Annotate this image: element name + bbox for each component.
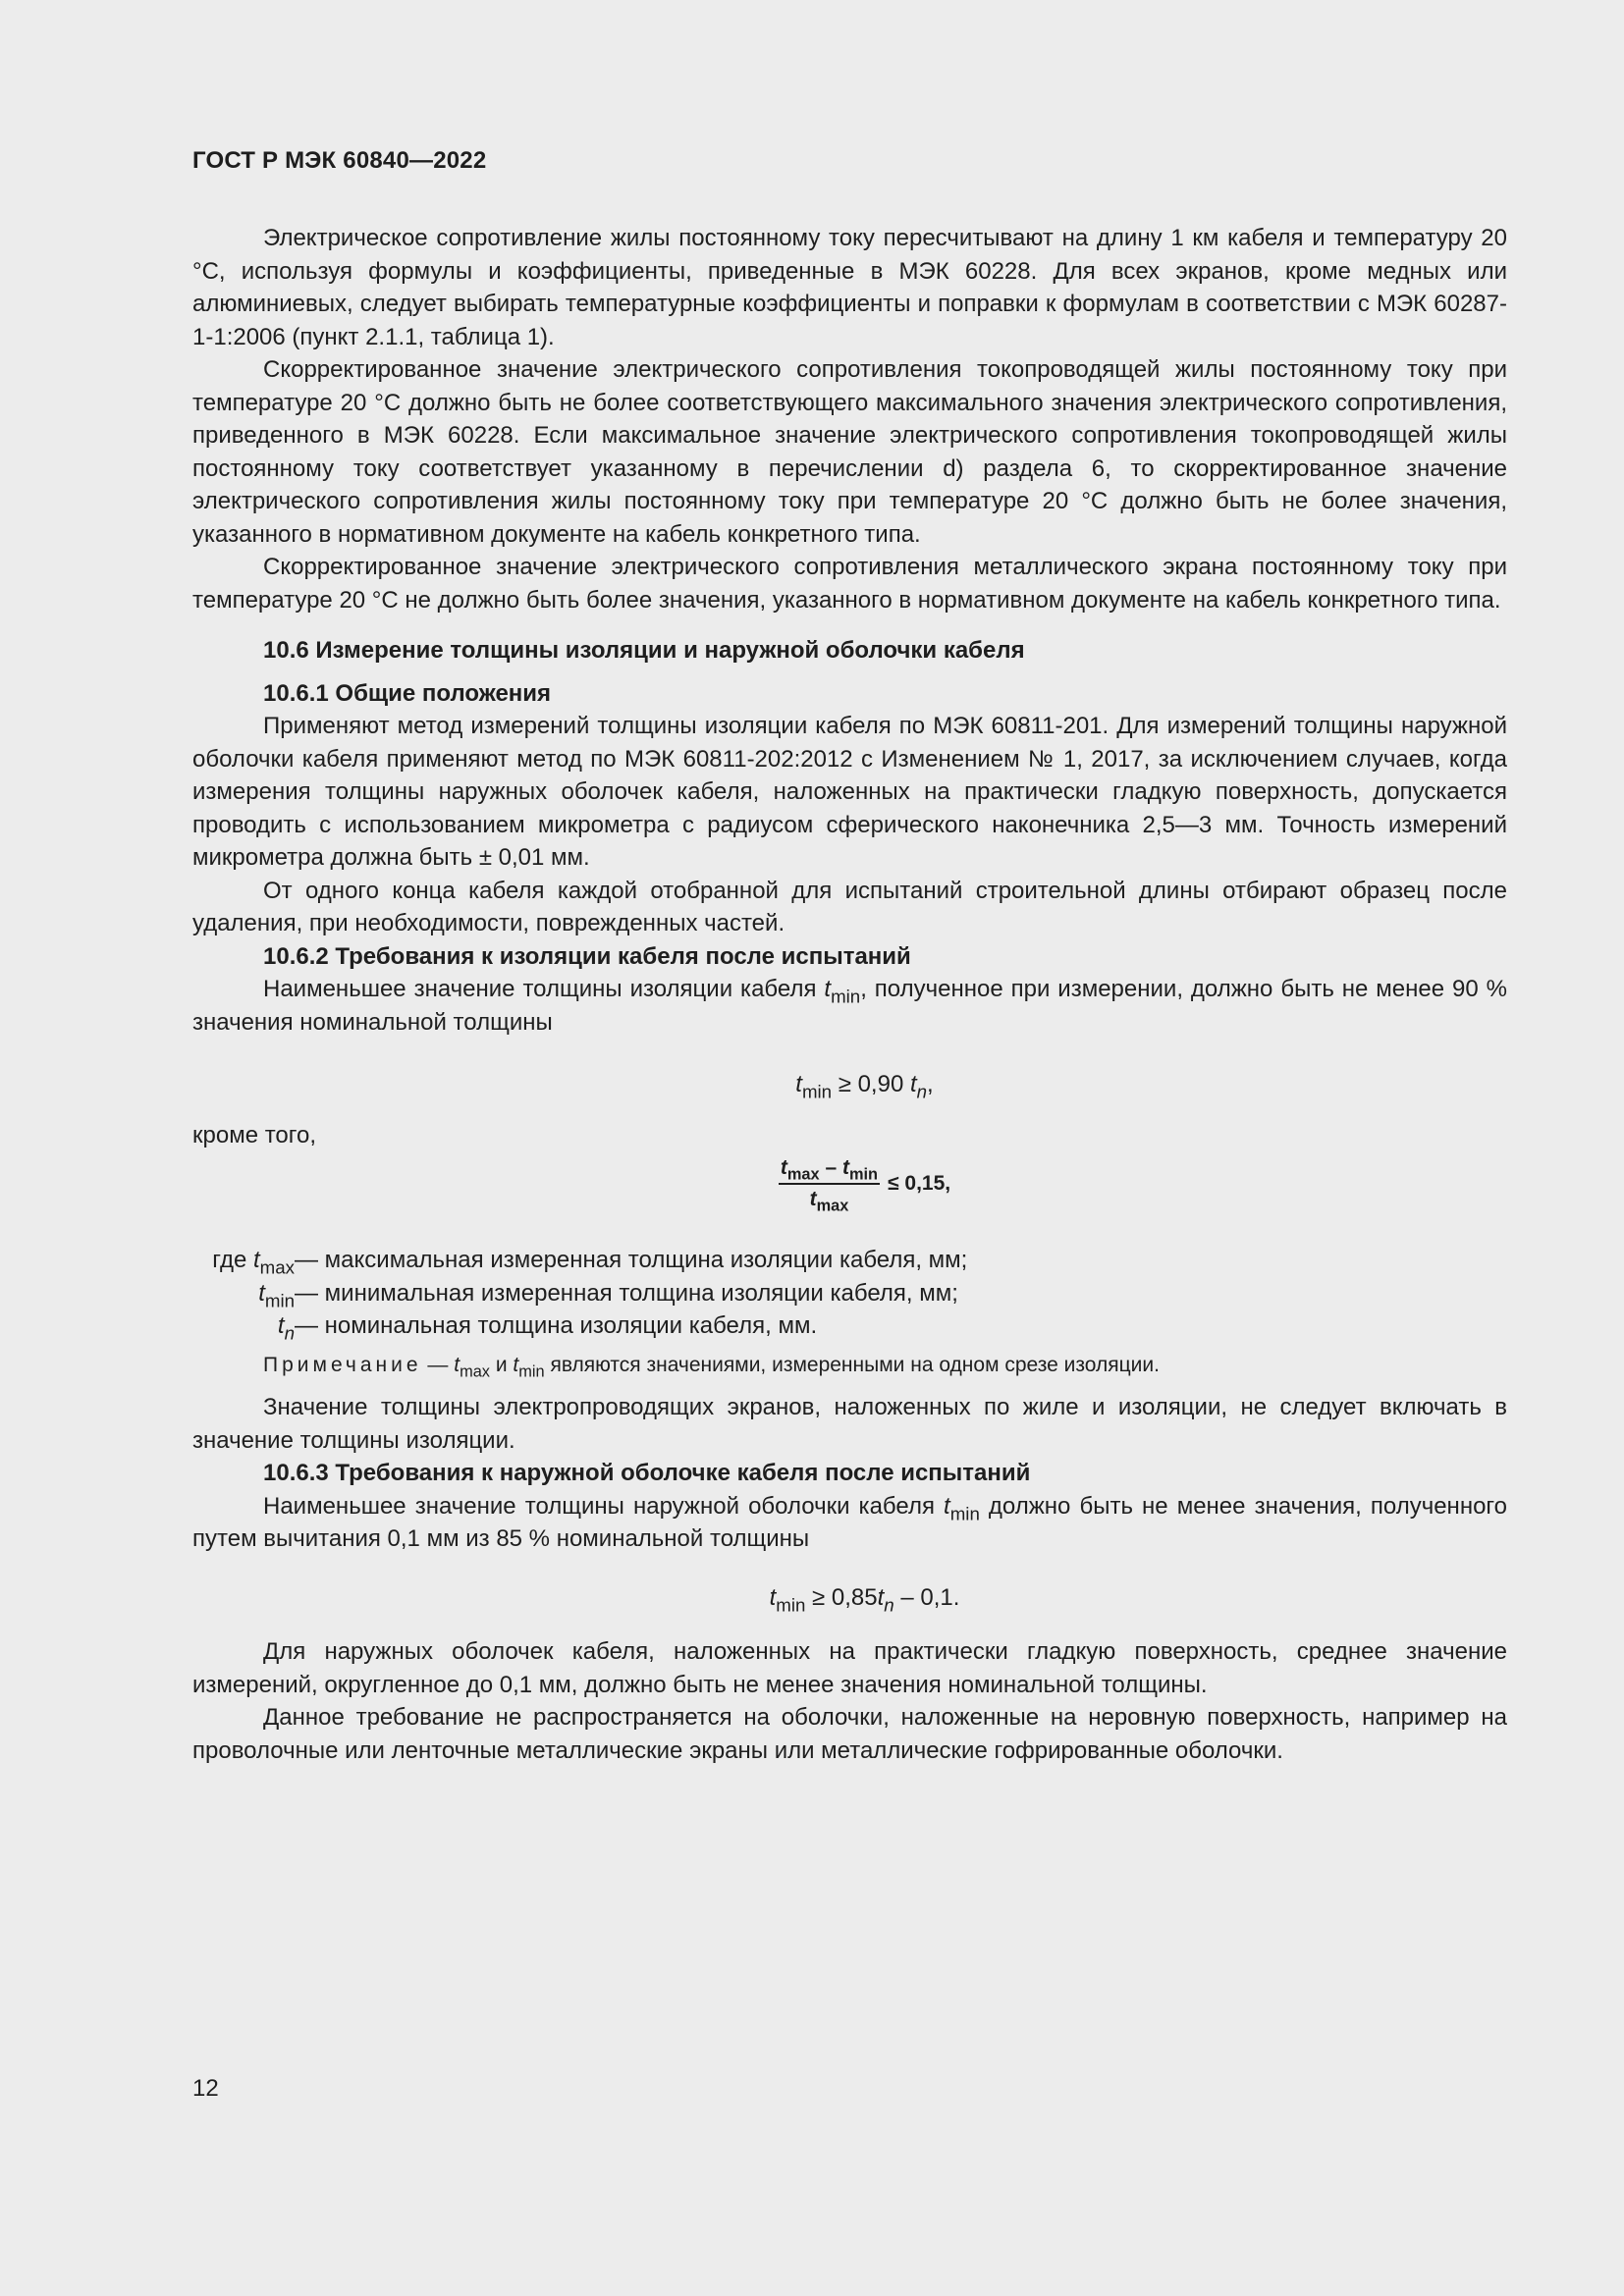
definitions-list — [192, 1244, 1507, 1343]
paragraph-corrected-conductor-resistance: Скорректированное значение электрического сопротивления токопроводящей жилы постоянному току при температуре 20 °С должно быть не более соответствующего максимального значения электрического сопротивления, приведенного в МЭК 60228. Если максимальное значение электрического сопротивления токопроводящей жилы постоянному току соответствует указанному в перечислении d) раздела 6, то скорректированное значение электрического сопротивления жилы постоянному току при температуре 20 °С должно быть не более значения, указанного в нормативном документе на кабель конкретного типа. — [192, 356, 1507, 548]
paragraph-corrected-screen-resistance: Скорректированное значение электрического сопротивления металлического экрана постоянному току при температуре 20 °С не должно быть более значения, указанного в нормативном документе на кабель конкретного типа. — [192, 554, 1507, 614]
paragraph-sheath-minimum: Наименьшее значение толщины наружной оболочки кабеля $t_{min}$ должно быть не менее значения, полученного путем вычитания 0,1 мм из 85 % номинальной толщины — [192, 1492, 1507, 1552]
fraction-numerator: $t_{max} - t_{min}$ — [780, 1156, 879, 1184]
document-body — [192, 222, 1507, 1767]
paragraph-measurement-method: Применяют метод измерений толщины изоляции кабеля по МЭК 60811-201. Для измерений толщины наружной оболочки кабеля применяют метод по МЭК 60811-202:2012 с Изменением № 1, 2017, за исключением случаев, когда измерения толщины наружных оболочек кабеля, наложенных на практически гладкую поверхность, допускается проводить с использованием микрометра с радиусом сферического наконечника 2,5—3 мм. Точность измерений микрометра должна быть ± 0,01 мм. — [192, 713, 1507, 871]
paragraph-conductive-screens: Значение толщины электропроводящих экранов, наложенных по жиле и изоляции, не следует включать в значение толщины изоляции. — [192, 1394, 1507, 1454]
paragraph-insulation-minimum: Наименьшее значение толщины изоляции кабеля $t_{min}$, полученное при измерении, должно быть не менее 90 % значения номинальной толщины — [192, 976, 1508, 1036]
section-heading-10-6-1: 10.6.1 Общие положения — [263, 679, 552, 707]
note: Примечание — $t_{max}$ и $t_{min}$ являются значениями, измеренными на одном срезе изоляции. — [263, 1353, 1160, 1381]
formula-insulation-min: $t_{min} \ge 0,90$ $t_n$, — [795, 1071, 934, 1102]
section-heading-10-6: 10.6 Измерение толщины изоляции и наружной оболочки кабеля — [263, 637, 1025, 664]
formula-sheath-min: $t_{min} \ge 0,85t_n - 0,1$. — [769, 1583, 960, 1616]
paragraph-sample-selection: От одного конца кабеля каждой отобранной для испытаний строительной длины отбирают образец после удаления, при необходимости, поврежденных частей. — [192, 877, 1507, 936]
paragraph-smooth-surface-sheath: Для наружных оболочек кабеля, наложенных на практически гладкую поверхность, среднее значение измерений, округленное до 0,1 мм, должно быть не менее значения номинальной толщины. — [192, 1638, 1507, 1698]
page-number: 12 — [192, 2075, 219, 2102]
definition-tn: $t_n$ — номинальная толщина изоляции кабеля, мм. — [277, 1312, 818, 1344]
formula-fraction — [779, 1155, 880, 1215]
formula-limit: ≤ 0,15, — [888, 1172, 951, 1196]
text-besides: кроме того, — [192, 1121, 317, 1148]
definition-tmax: где $t_{max}$ — максимальная измеренная толщина изоляции кабеля, мм; — [212, 1247, 968, 1278]
paragraph-uneven-surface-exception: Данное требование не распространяется на оболочки, наложенные на неровную поверхность, например на проволочные или ленточные металлические экраны или металлические гофрированные оболочки. — [192, 1704, 1507, 1764]
section-heading-10-6-3: 10.6.3 Требования к наружной оболочке кабеля после испытаний — [263, 1460, 1031, 1486]
document-header: ГОСТ Р МЭК 60840—2022 — [192, 147, 487, 174]
definition-tmin: $t_{min}$ — минимальная измеренная толщина изоляции кабеля, мм; — [258, 1279, 958, 1311]
formula-eccentricity — [192, 1155, 1507, 1215]
fraction-denominator: $t_{max}$ — [809, 1188, 849, 1215]
section-heading-10-6-2: 10.6.2 Требования к изоляции кабеля после испытаний — [263, 942, 911, 970]
paragraph-resistance-recalc: Электрическое сопротивление жилы постоянному току пересчитывают на длину 1 км кабеля и температуру 20 °С, используя формулы и коэффициенты, приведенные в МЭК 60228. Для всех экранов, кроме медных или алюминиевых, следует выбирать температурные коэффициенты и поправки к формулам в соответствии с МЭК 60287-1-1:2006 (пункт 2.1.1, таблица 1). — [192, 225, 1507, 350]
